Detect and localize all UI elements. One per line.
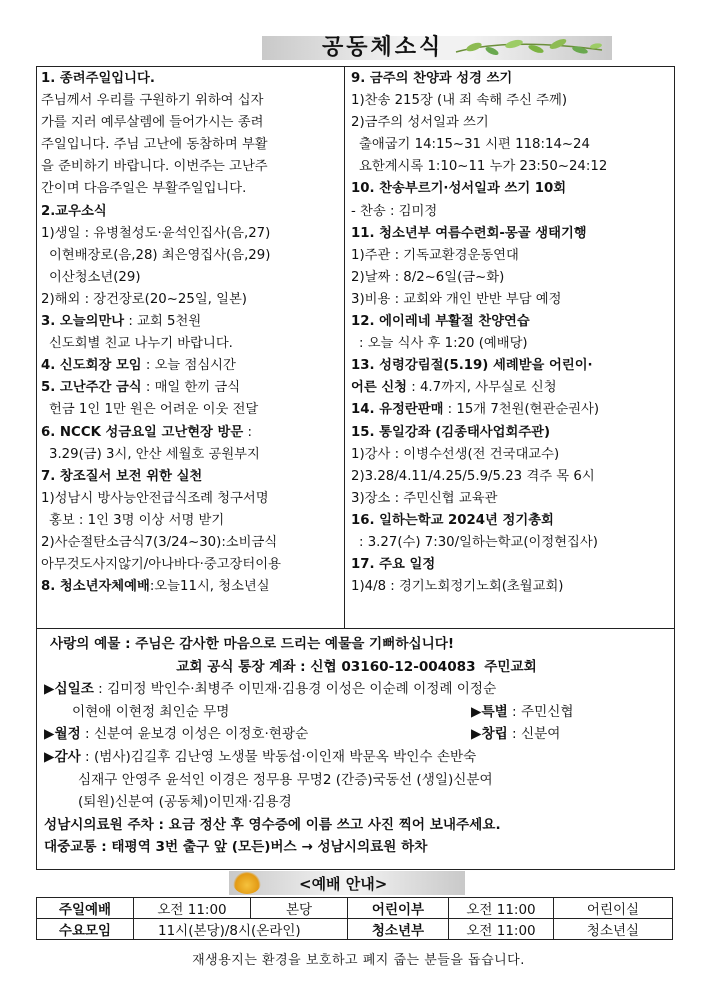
transit-notice: 대중교통 : 태평역 3번 출구 앞 (모든)버스 → 성남시의료원 하차: [44, 839, 428, 856]
news-line-text: 홍보 : 1인 3명 이상 서명 받기: [49, 512, 225, 528]
news-line-text: 아무것도사지않기/아나바다·중고장터이용: [41, 557, 281, 573]
news-line: [41, 422, 341, 444]
worship-schedule-table: [36, 897, 673, 940]
news-line: [351, 466, 671, 488]
news-line: [351, 245, 671, 267]
news-line-text: 1)강사 : 이병수선생(전 건국대교수): [351, 446, 560, 462]
news-line-text: 2)해외 : 장건장로(20~25일, 일본): [41, 291, 247, 307]
news-line-heading: 1. 종려주일입니다.: [41, 71, 155, 86]
newsletter-title-bar: [262, 36, 612, 60]
news-line: [351, 422, 671, 444]
news-line: [351, 289, 671, 311]
table-cell: 수요모임: [37, 919, 134, 940]
news-line-heading: 16. 일하는학교 2024년 정기총회: [351, 512, 554, 528]
news-line-text: 주일입니다. 주님 고난에 동참하며 부활: [41, 137, 268, 153]
news-line: [351, 112, 671, 134]
news-line-text: :: [243, 424, 252, 440]
news-line: [351, 576, 671, 598]
news-line-text: 가를 지러 예루살렘에 들어가시는 종려: [41, 115, 264, 131]
thanks-label: ▶감사: [44, 748, 81, 765]
tithe-label: ▶십일조: [44, 681, 94, 698]
news-line-text: : 오늘 점심시간: [141, 358, 236, 374]
news-line-text: : 교회 5천원: [124, 314, 202, 330]
news-line: [351, 554, 671, 576]
news-line: [351, 488, 671, 510]
news-line-text: 2)사순절탄소금식7(3/24~30):소비금식: [41, 534, 278, 550]
news-line-text: 이현배장로(음,28) 최은영집사(음,29): [49, 247, 271, 263]
news-line: [41, 90, 341, 112]
news-line: [41, 399, 341, 421]
news-line: [351, 178, 671, 200]
founding-label: ▶창립: [471, 726, 508, 743]
table-cell: 주일예배: [37, 898, 134, 919]
news-line-heading: 10. 찬송부르기·성서일과 쓰기 10회: [351, 181, 567, 197]
table-cell: 본당: [251, 898, 348, 919]
news-line-text: 요한계시록 1:10~11 누가 23:50~24:12: [359, 159, 608, 175]
news-line: [351, 333, 671, 355]
news-line: [41, 333, 341, 355]
news-line: [351, 377, 671, 399]
news-line: [41, 245, 341, 267]
news-line-text: 1)4/8 : 경기노회정기노회(초월교회): [351, 579, 564, 595]
news-line-text: 2)3.28/4.11/4.25/5.9/5.23 격주 목 6시: [351, 468, 595, 484]
table-row: [37, 919, 673, 940]
news-line-text: 1)주관 : 기독교환경운동연대: [351, 247, 519, 263]
table-cell: 청소년부: [348, 919, 449, 940]
table-row: [37, 898, 673, 919]
news-line: [351, 156, 671, 178]
news-line-text: 신도회별 친교 나누기 바랍니다.: [49, 336, 233, 352]
news-line: [351, 90, 671, 112]
news-line-text: : 15개 7천원(현관순권사): [443, 402, 600, 418]
news-line-heading: 5. 고난주간 금식: [41, 380, 142, 396]
newsletter-title: 공동체소식: [322, 35, 444, 60]
news-line-text: 주님께서 우리를 구원하기 위하여 십자: [41, 93, 264, 109]
news-line: [41, 289, 341, 311]
news-line: [41, 201, 341, 223]
news-line-text: 3.29(금) 3시, 안산 세월호 공원부지: [49, 446, 260, 462]
news-line: [351, 267, 671, 289]
table-cell: 11시(본당)/8시(온라인): [134, 919, 348, 940]
news-line: [41, 134, 341, 156]
news-line-text: : 오늘 식사 후 1:20 (예배당): [359, 336, 528, 352]
news-line-heading: 11. 청소년부 여름수련회-몽골 생태기행: [351, 225, 587, 241]
column-divider: [344, 66, 345, 629]
bank-account: 교회 공식 통장 계좌 : 신협 03160-12-004083: [176, 658, 476, 675]
news-line: [351, 399, 671, 421]
news-line-heading: 15. 통일강좌 (김종태사업회주관): [351, 424, 551, 440]
table-cell: 오전 11:00: [449, 898, 554, 919]
news-line: [41, 68, 341, 90]
tithe-names-cont: 이현애 이현정 최인순 무명: [72, 703, 230, 720]
news-line-text: : 매일 한끼 금식: [141, 380, 241, 396]
news-line: [351, 134, 671, 156]
news-line-text: : 3.27(수) 7:30/일하는학교(이정현집사): [359, 534, 598, 550]
news-line: [41, 576, 341, 598]
news-line-heading: 17. 주요 일정: [351, 557, 436, 573]
news-line-text: :오늘11시, 청소년실: [149, 579, 270, 595]
news-line-text: 을 준비하기 바랍니다. 이번주는 고난주: [41, 159, 268, 175]
news-line: [41, 466, 341, 488]
news-line: [351, 444, 671, 466]
news-line: [351, 532, 671, 554]
tithe-names: : 김미정 박인수·최병주 이민재·김용경 이성은 이순례 이정례 이정순: [93, 681, 497, 698]
news-line: [41, 444, 341, 466]
news-line: [351, 201, 671, 223]
news-line: [41, 112, 341, 134]
news-line: [41, 267, 341, 289]
founding-names: : 신분여: [507, 726, 561, 743]
thanks-names-cont2: (퇴원)신분여 (공동체)이민재·김용경: [78, 794, 292, 811]
news-line-text: : 4.7까지, 사무실로 신청: [407, 380, 557, 396]
news-line-heading: 9. 금주의 찬양과 성경 쓰기: [351, 71, 513, 86]
news-line-heading: 12. 에이레네 부활절 찬양연습: [351, 314, 530, 330]
news-line-text: 3)비용 : 교회와 개인 반반 부담 예정: [351, 291, 562, 307]
news-line: [351, 355, 671, 377]
news-line-text: 출애굽기 14:15~31 시편 118:14~24: [359, 137, 590, 153]
worship-header: [229, 871, 465, 895]
news-line-text: 1)성남시 방사능안전급식조례 청구서명: [41, 490, 269, 506]
account-holder: 주민교회: [484, 658, 537, 675]
thanks-names-cont: 심재구 안영주 윤석인 이경은 정무용 무명2 (간증)국동선 (생일)신분여: [78, 771, 493, 788]
monthly-names: : 신분여 윤보경 이성은 이정호·현광순: [80, 726, 309, 743]
news-line: [41, 355, 341, 377]
news-line-text: 3)장소 : 주민신협 교육관: [351, 490, 498, 506]
news-line-heading: 8. 청소년자체예배: [41, 579, 150, 595]
news-line: [41, 223, 341, 245]
news-line-heading: 어른 신청: [351, 380, 408, 396]
news-line: [41, 156, 341, 178]
offering-section: [44, 633, 669, 859]
news-line-heading: 6. NCCK 성금요일 고난현장 방문: [41, 424, 244, 440]
news-line-heading: 4. 신도회장 모임: [41, 358, 142, 374]
news-line-text: - 찬송 : 김미정: [351, 203, 438, 219]
leaf-decoration-icon: [454, 38, 604, 58]
news-line-text: 헌금 1인 1만 원은 어려운 이웃 전달: [49, 402, 259, 418]
news-line: [351, 68, 671, 90]
news-line: [351, 223, 671, 245]
news-line: [351, 311, 671, 333]
news-line-heading: 14. 유정란판매: [351, 402, 444, 418]
parking-notice: 성남시의료원 주차 : 요금 정산 후 영수증에 이름 쓰고 사진 찍어 보내주세요.: [44, 816, 501, 833]
news-line: [351, 510, 671, 532]
news-line-text: 1)생일 : 유병철성도·윤석인집사(음,27): [41, 225, 271, 241]
news-line-text: 이산청소년(29): [49, 269, 141, 285]
news-line-heading: 7. 창조질서 보전 위한 실천: [41, 468, 203, 484]
table-cell: 어린이실: [554, 898, 673, 919]
table-cell: 청소년실: [554, 919, 673, 940]
news-line: [41, 532, 341, 554]
news-line-heading: 13. 성령강림절(5.19) 세례받을 어린이·: [351, 358, 593, 374]
news-line: [41, 311, 341, 333]
monthly-label: ▶월정: [44, 726, 81, 743]
offering-heading: 사랑의 예물: [50, 636, 121, 652]
offering-message: : 주님은 감사한 마음으로 드리는 예물을 기뻐하십니다!: [120, 636, 455, 652]
news-line-text: 간이며 다음주일은 부활주일입니다.: [41, 181, 247, 197]
table-cell: 오전 11:00: [449, 919, 554, 940]
news-line: [41, 377, 341, 399]
special-label: ▶특별: [471, 703, 508, 720]
news-line: [41, 510, 341, 532]
news-line: [41, 488, 341, 510]
news-line-heading: 2.교우소식: [41, 203, 107, 219]
table-cell: 오전 11:00: [134, 898, 251, 919]
news-line-heading: 3. 오늘의만나: [41, 314, 125, 330]
news-line: [41, 178, 341, 200]
worship-title: <예배 안내>: [299, 875, 388, 893]
special-names: : 주민신협: [507, 703, 574, 720]
left-column: [41, 68, 341, 598]
news-line-text: 1)찬송 215장 (내 죄 속해 주신 주께): [351, 93, 568, 109]
sunrise-icon: [233, 872, 261, 894]
news-line-text: 2)날짜 : 8/2~6일(금~화): [351, 269, 505, 285]
right-column: [351, 68, 671, 598]
news-line-text: 2)금주의 성서일과 쓰기: [351, 115, 489, 131]
news-line: [41, 554, 341, 576]
recycled-paper-note: 재생용지는 환경을 보호하고 폐지 줍는 분들을 돕습니다.: [192, 953, 525, 968]
table-cell: 어린이부: [348, 898, 449, 919]
thanks-names: : (범사)김길후 김난영 노생물 박동섭·이인재 박문옥 박인수 손반숙: [80, 748, 477, 765]
